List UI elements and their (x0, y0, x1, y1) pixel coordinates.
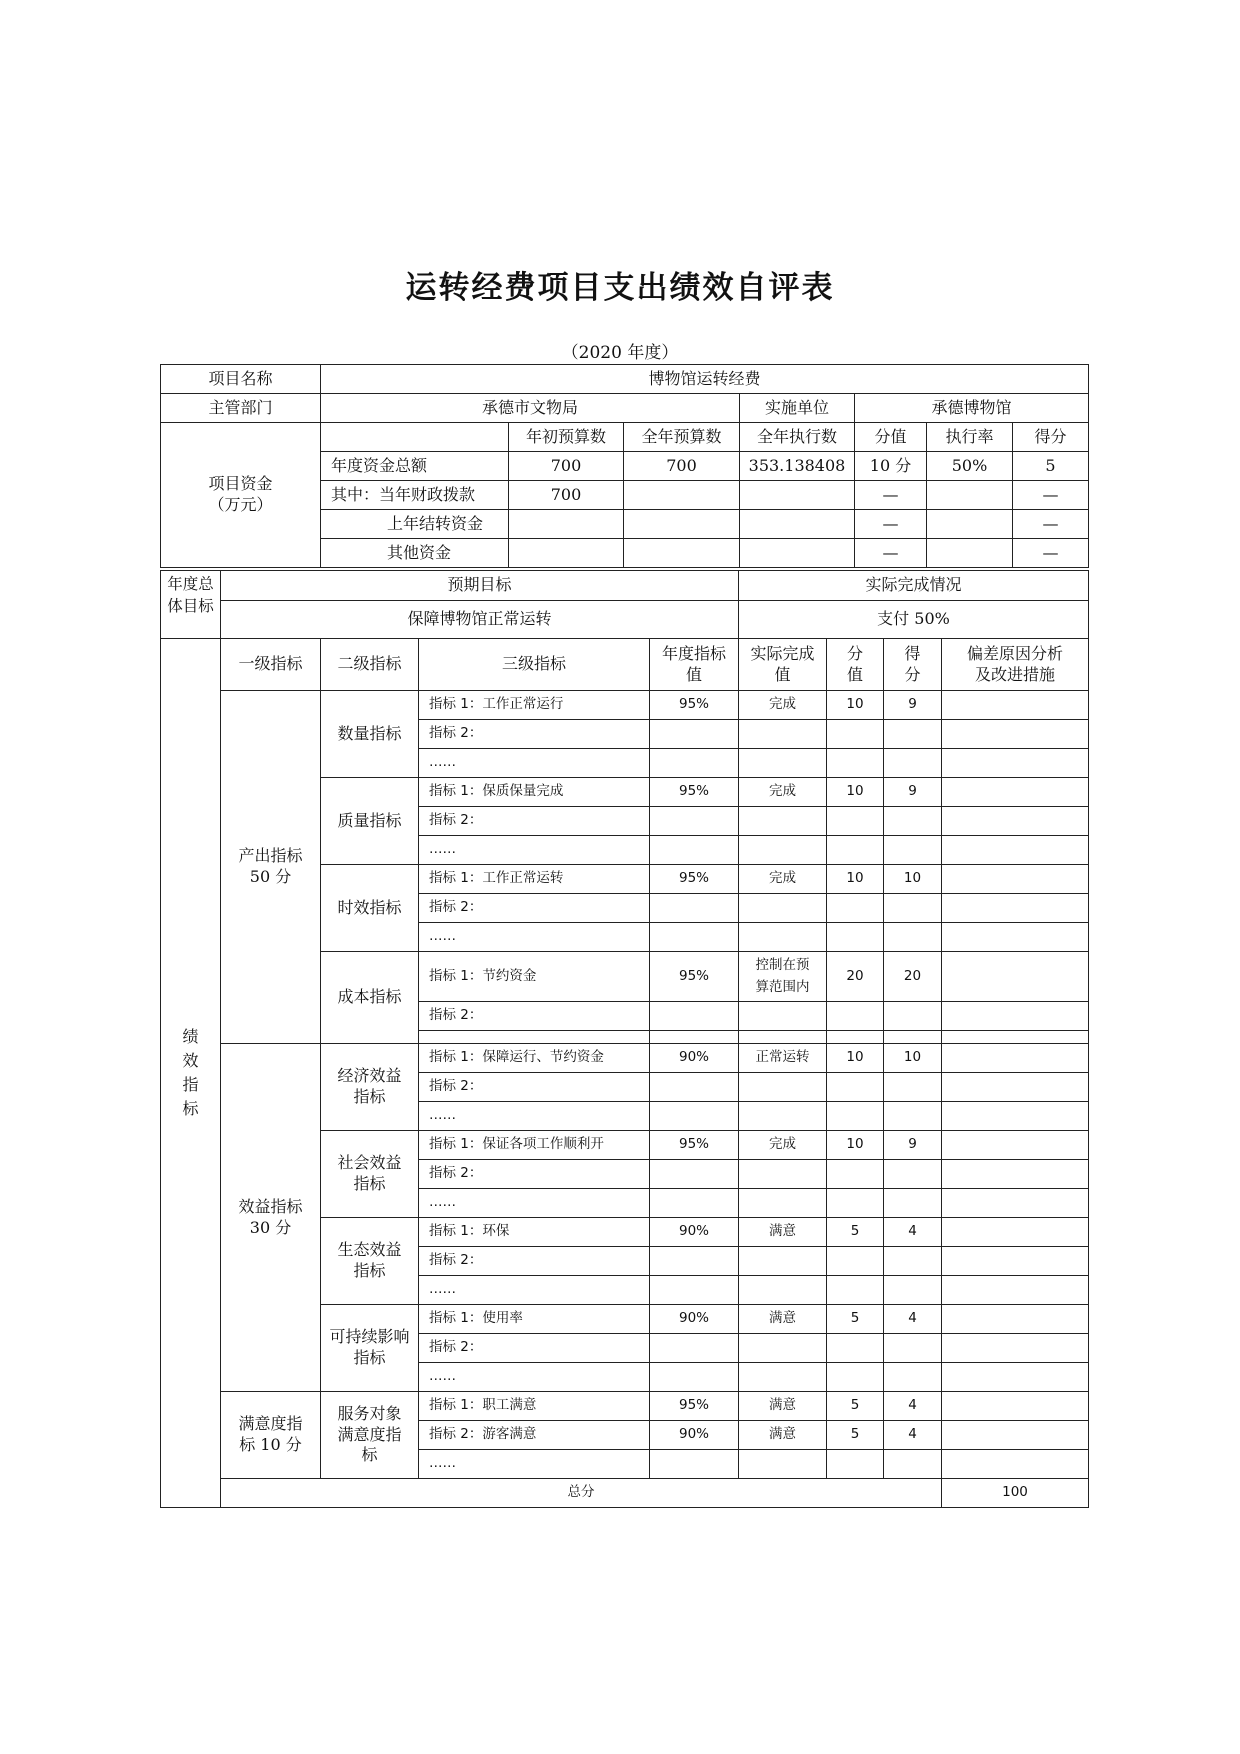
funds-row-label: 年度资金总额 (321, 452, 509, 481)
indicator-score: 9 (884, 1131, 942, 1160)
goals-label: 年度总体目标 (161, 571, 221, 639)
total-label: 总分 (221, 1479, 942, 1508)
indicator-name: …… (419, 923, 650, 952)
funds-annual: 700 (624, 452, 740, 481)
funds-initial: 700 (509, 481, 624, 510)
funds-score: — (1013, 510, 1089, 539)
level3-header: 三级指标 (419, 639, 650, 691)
target-header: 年度指标值 (650, 639, 739, 691)
actual-goal-label: 实际完成情况 (739, 571, 1089, 601)
indicator-points: 10 (827, 1044, 884, 1073)
indicator-score: 10 (884, 1044, 942, 1073)
points-header: 分值 (827, 639, 884, 691)
funds-initial (509, 539, 624, 568)
funds-label (161, 423, 321, 568)
indicator-remarks (942, 1305, 1089, 1334)
indicator-remarks (942, 952, 1089, 1002)
indicator-name: 指标 1：职工满意 (419, 1392, 650, 1421)
total-row (161, 1479, 1089, 1508)
level2-header: 二级指标 (321, 639, 419, 691)
report-year: （2020 年度） (561, 343, 679, 363)
social-label: 社会效益指标 (321, 1131, 419, 1218)
indicator-actual: 控制在预算范围内 (739, 952, 827, 1002)
cost-label: 成本指标 (321, 952, 419, 1044)
indicator-name: 指标 2： (419, 1334, 650, 1363)
indicator-name: 指标 1：保质保量完成 (419, 778, 650, 807)
ecological-label: 生态效益指标 (321, 1218, 419, 1305)
indicator-remarks (942, 1421, 1089, 1450)
quality-label: 质量指标 (321, 778, 419, 865)
indicator-actual: 满意 (739, 1305, 827, 1334)
indicator-name: 指标 2： (419, 1247, 650, 1276)
indicator-remarks (942, 1218, 1089, 1247)
indicator-score: 9 (884, 778, 942, 807)
project-funds-table (160, 364, 1089, 568)
dept-label: 主管部门 (161, 394, 321, 423)
funds-initial: 700 (509, 452, 624, 481)
sustainable-label: 可持续影响指标 (321, 1305, 419, 1392)
indicator-target: 90% (650, 1305, 739, 1334)
indicator-points: 10 (827, 691, 884, 720)
quantity-label: 数量指标 (321, 691, 419, 778)
indicator-name: 指标 2： (419, 1073, 650, 1102)
funds-executed (740, 510, 855, 539)
funds-row-label: 上年结转资金 (321, 510, 509, 539)
funds-rate (927, 481, 1013, 510)
indicator-points: 5 (827, 1218, 884, 1247)
indicator-remarks (942, 778, 1089, 807)
indicator-name: 指标 1：工作正常运转 (419, 865, 650, 894)
funds-annual (624, 510, 740, 539)
funds-score: 5 (1013, 452, 1089, 481)
indicator-name: …… (419, 1363, 650, 1392)
funds-score-value: — (855, 481, 927, 510)
unit-label: 实施单位 (740, 394, 855, 423)
output-label: 产出指标 50 分 (221, 691, 321, 1044)
funds-header: 全年执行数 (740, 423, 855, 452)
indicator-remarks (942, 865, 1089, 894)
economic-label: 经济效益指标 (321, 1044, 419, 1131)
score-header: 得分 (884, 639, 942, 691)
indicator-name: …… (419, 749, 650, 778)
funds-row-label: 其他资金 (321, 539, 509, 568)
indicator-target: 95% (650, 865, 739, 894)
indicators-side-label: 绩效指标 (161, 639, 221, 1508)
indicator-row (161, 691, 1089, 720)
indicator-actual: 满意 (739, 1421, 827, 1450)
indicator-points: 20 (827, 952, 884, 1002)
indicator-actual: 完成 (739, 1131, 827, 1160)
indicator-target: 95% (650, 952, 739, 1002)
indicator-score: 9 (884, 691, 942, 720)
dept-value: 承德市文物局 (321, 394, 740, 423)
indicator-actual: 完成 (739, 778, 827, 807)
indicator-remarks (942, 691, 1089, 720)
page-title: 运转经费项目支出绩效自评表 (405, 270, 835, 306)
funds-header-blank (321, 423, 509, 452)
indicator-target: 90% (650, 1044, 739, 1073)
indicator-score: 4 (884, 1218, 942, 1247)
indicator-name: …… (419, 1102, 650, 1131)
unit-value: 承德博物馆 (855, 394, 1089, 423)
funds-header: 全年预算数 (624, 423, 740, 452)
indicator-remarks (942, 1131, 1089, 1160)
funds-score-value: — (855, 510, 927, 539)
indicators-table (160, 638, 1089, 1508)
indicator-name: 指标 2： (419, 807, 650, 836)
indicator-name: 指标 1：使用率 (419, 1305, 650, 1334)
funds-row-label: 其中：当年财政拨款 (321, 481, 509, 510)
indicator-score: 4 (884, 1392, 942, 1421)
funds-executed (740, 539, 855, 568)
indicator-target: 95% (650, 1131, 739, 1160)
satisfaction-label: 满意度指标 10 分 (221, 1392, 321, 1479)
indicator-points: 5 (827, 1392, 884, 1421)
indicator-name: 指标 2：游客满意 (419, 1421, 650, 1450)
indicator-name: …… (419, 1276, 650, 1305)
indicator-name: 指标 2： (419, 894, 650, 923)
actual-goal: 支付 50% (739, 601, 1089, 639)
indicator-name: 指标 1：工作正常运行 (419, 691, 650, 720)
timeliness-label: 时效指标 (321, 865, 419, 952)
indicator-actual: 满意 (739, 1392, 827, 1421)
funds-header: 执行率 (927, 423, 1013, 452)
indicator-actual: 满意 (739, 1218, 827, 1247)
indicator-score: 10 (884, 865, 942, 894)
indicators-header-row (161, 639, 1089, 691)
expected-goal: 保障博物馆正常运转 (221, 601, 739, 639)
funds-executed: 353.138408 (740, 452, 855, 481)
indicator-actual: 正常运转 (739, 1044, 827, 1073)
indicator-target: 90% (650, 1218, 739, 1247)
funds-label-line1: 项目资金 (208, 474, 273, 494)
funds-annual (624, 539, 740, 568)
benefit-label: 效益指标 30 分 (221, 1044, 321, 1392)
indicator-score: 20 (884, 952, 942, 1002)
indicator-name: 指标 2： (419, 1002, 650, 1031)
funds-header: 分值 (855, 423, 927, 452)
total-points: 100 (942, 1479, 1089, 1508)
funds-annual (624, 481, 740, 510)
actual-header: 实际完成值 (739, 639, 827, 691)
indicator-name: 指标 1：节约资金 (419, 952, 650, 1002)
funds-score: — (1013, 539, 1089, 568)
indicator-points: 5 (827, 1421, 884, 1450)
indicator-name: 指标 1：保障运行、节约资金 (419, 1044, 650, 1073)
indicator-score: 4 (884, 1305, 942, 1334)
indicator-points: 10 (827, 1131, 884, 1160)
indicator-target: 95% (650, 778, 739, 807)
funds-score: — (1013, 481, 1089, 510)
funds-initial (509, 510, 624, 539)
funds-header: 年初预算数 (509, 423, 624, 452)
level1-header: 一级指标 (221, 639, 321, 691)
funds-executed (740, 481, 855, 510)
funds-rate (927, 539, 1013, 568)
indicator-name: …… (419, 1450, 650, 1479)
funds-label-line2: （万元） (208, 495, 273, 514)
funds-score-value: 10 分 (855, 452, 927, 481)
indicator-row (161, 1044, 1089, 1073)
indicator-name: 指标 1：环保 (419, 1218, 650, 1247)
indicator-name: 指标 1：保证各项工作顺利开 (419, 1131, 650, 1160)
indicator-points: 10 (827, 778, 884, 807)
indicator-actual: 完成 (739, 865, 827, 894)
project-name-label: 项目名称 (161, 365, 321, 394)
indicator-remarks (942, 1044, 1089, 1073)
indicator-target: 90% (650, 1421, 739, 1450)
indicator-score: 4 (884, 1421, 942, 1450)
project-name: 博物馆运转经费 (321, 365, 1089, 394)
indicator-name: …… (419, 1189, 650, 1218)
funds-rate: 50% (927, 452, 1013, 481)
indicator-target: 95% (650, 691, 739, 720)
indicator-name: …… (419, 836, 650, 865)
indicator-target: 95% (650, 1392, 739, 1421)
indicator-row (161, 1392, 1089, 1421)
remarks-header: 偏差原因分析及改进措施 (942, 639, 1089, 691)
indicator-name: 指标 2： (419, 1160, 650, 1189)
service-label: 服务对象满意度指标 (321, 1392, 419, 1479)
indicator-remarks (942, 1392, 1089, 1421)
funds-rate (927, 510, 1013, 539)
indicator-points: 5 (827, 1305, 884, 1334)
funds-score-value: — (855, 539, 927, 568)
funds-header: 得分 (1013, 423, 1089, 452)
indicator-actual: 完成 (739, 691, 827, 720)
indicator-points: 10 (827, 865, 884, 894)
indicator-name: 指标 2： (419, 720, 650, 749)
goals-table (160, 570, 1089, 639)
expected-goal-label: 预期目标 (221, 571, 739, 601)
